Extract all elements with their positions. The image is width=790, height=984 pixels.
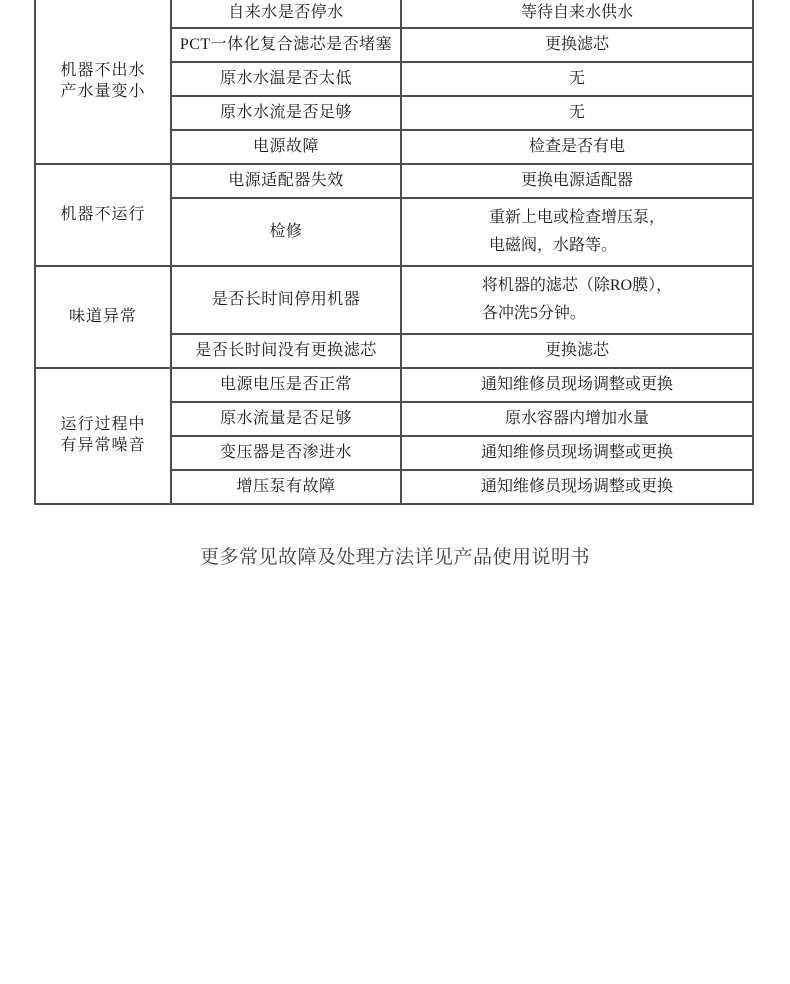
- cause-cell: 自来水是否停水: [171, 0, 401, 28]
- cause-cell: 是否长时间没有更换滤芯: [171, 334, 401, 368]
- table-row: [35, 0, 753, 28]
- problem-line: 产水量变小: [60, 82, 146, 100]
- table-row: [35, 266, 753, 334]
- problem-cell: [35, 164, 171, 266]
- problem-line: 机器不出水: [60, 61, 146, 79]
- solution-cell: 通知维修员现场调整或更换: [401, 470, 753, 504]
- cause-cell: PCT一体化复合滤芯是否堵塞: [171, 28, 401, 62]
- cause-cell: 变压器是否渗进水: [171, 436, 401, 470]
- solution-line: 重新上电或检查增压泵，: [488, 209, 665, 226]
- problem-line: 有异常噪音: [60, 437, 146, 454]
- solution-cell: [401, 198, 753, 266]
- solution-cell: 更换滤芯: [401, 28, 753, 62]
- solution-cell: 原水容器内增加水量: [401, 402, 753, 436]
- footer-note: 更多常见故障及处理方法详见产品使用说明书: [199, 547, 590, 568]
- problem-cell: [35, 266, 171, 368]
- troubleshooting-table: [34, 0, 754, 505]
- solution-cell: 通知维修员现场调整或更换: [401, 368, 753, 402]
- solution-cell: 等待自来水供水: [401, 0, 753, 28]
- cause-cell: 检修: [171, 198, 401, 266]
- solution-line: 电磁阀，水路等。: [488, 237, 617, 254]
- solution-cell: 检查是否有电: [401, 130, 753, 164]
- solution-multiline: [489, 204, 665, 260]
- troubleshooting-table-body: [35, 0, 753, 504]
- cause-cell: 原水水流是否足够: [171, 96, 401, 130]
- problem-cell: [35, 0, 171, 164]
- cause-cell: 原水流量是否足够: [171, 402, 401, 436]
- solution-cell: 无: [401, 62, 753, 96]
- solution-line: 各冲洗5分钟。: [481, 305, 586, 322]
- solution-line: 将机器的滤芯（除RO膜），: [481, 277, 673, 294]
- solution-cell: [401, 266, 753, 334]
- problem-line: 运行过程中: [60, 416, 146, 434]
- cause-cell: 原水水温是否太低: [171, 62, 401, 96]
- table-row: [35, 164, 753, 198]
- problem-line: 机器不运行: [60, 205, 146, 223]
- table-row: [35, 368, 753, 402]
- cause-cell: 是否长时间停用机器: [171, 266, 401, 334]
- cause-cell: 电源适配器失效: [171, 164, 401, 198]
- solution-cell: 更换滤芯: [401, 334, 753, 368]
- cause-cell: 电源电压是否正常: [171, 368, 401, 402]
- cause-cell: 电源故障: [171, 130, 401, 164]
- solution-cell: 更换电源适配器: [401, 164, 753, 198]
- solution-cell: 通知维修员现场调整或更换: [401, 436, 753, 470]
- problem-cell: [35, 368, 171, 504]
- problem-line: 味道异常: [68, 307, 137, 325]
- solution-cell: 无: [401, 96, 753, 130]
- solution-multiline: [482, 272, 672, 328]
- cause-cell: 增压泵有故障: [171, 470, 401, 504]
